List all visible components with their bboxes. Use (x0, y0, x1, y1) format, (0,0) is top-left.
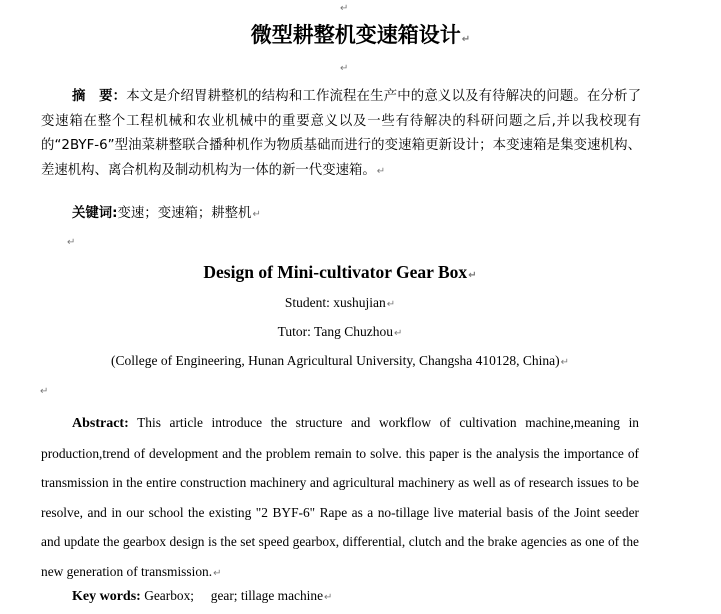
paragraph-mark: ↵ (40, 386, 49, 397)
english-abstract-label: Abstract: (72, 416, 129, 431)
affiliation-text: (College of Engineering, Hunan Agricultural University, Changsha 410128, China) (110, 353, 560, 368)
paragraph-mark: ↵ (393, 328, 403, 339)
chinese-abstract-text: 本文是介绍胃耕整机的结构和工作流程在生产中的意义以及有待解决的问题。在分析了变速箱在整个工程机械和农业机械中的重要意义以及一些有待解决的科研问题之后,并以我校现有的“2BYF-6”型油菜耕整联合播种机作为物质基础而进行的变速箱更新设计；本变速箱是集变速机构、差速机构、离合机构及制动机构为一体的新一代变速箱。 (41, 89, 642, 178)
english-abstract (41, 408, 639, 589)
chinese-title-text: 微型耕整机变速箱设计 (250, 23, 461, 47)
paragraph-mark: ↵ (252, 209, 261, 220)
chinese-abstract (41, 85, 641, 184)
paragraph-mark: ↵ (376, 165, 386, 177)
paragraph-mark: ↵ (67, 237, 76, 248)
english-abstract-text: This article introduce the structure and workflow of cultivation machine,meaning in production,trend of development and the problem remain to solve. this paper is the analysis the importance of transmission in the entire construction machinery and agricultural machinery as well as of research issues to be resolve, and in our school the existing "2 BYF-6" Rape as a no-tillage live material basis of the Joint seeder and update the gearbox design is the set speed gearbox, differential, clutch and the brake agencies as one of the new generation of transmission. (41, 415, 639, 579)
chinese-keywords-label: 关键词: (72, 206, 118, 221)
chinese-title (0, 20, 721, 55)
paragraph-mark: ↵ (213, 567, 222, 579)
chinese-keywords (72, 203, 261, 226)
paragraph-mark: ↵ (468, 270, 477, 281)
english-keywords-text: Gearbox; gear; tillage machine (144, 588, 324, 603)
chinese-abstract-label: 摘 要： (72, 89, 127, 104)
english-title (0, 260, 680, 288)
paragraph-mark: ↵ (560, 357, 570, 368)
chinese-keywords-text: 变速；变速箱；耕整机 (117, 206, 252, 221)
paragraph-mark: ↵ (340, 63, 349, 74)
student-text: Student: xushujian (284, 295, 386, 310)
student-line (0, 293, 680, 315)
affiliation-line (0, 351, 680, 373)
tutor-line (0, 322, 680, 344)
paragraph-mark: ↵ (461, 34, 471, 45)
paragraph-mark: ↵ (340, 3, 349, 14)
english-keywords-label: Key words: (72, 589, 141, 604)
english-title-text: Design of Mini-cultivator Gear Box (203, 262, 468, 282)
paragraph-mark: ↵ (324, 592, 333, 603)
english-keywords (72, 585, 332, 609)
tutor-text: Tutor: Tang Chuzhou (277, 324, 393, 339)
paragraph-mark: ↵ (386, 299, 396, 310)
